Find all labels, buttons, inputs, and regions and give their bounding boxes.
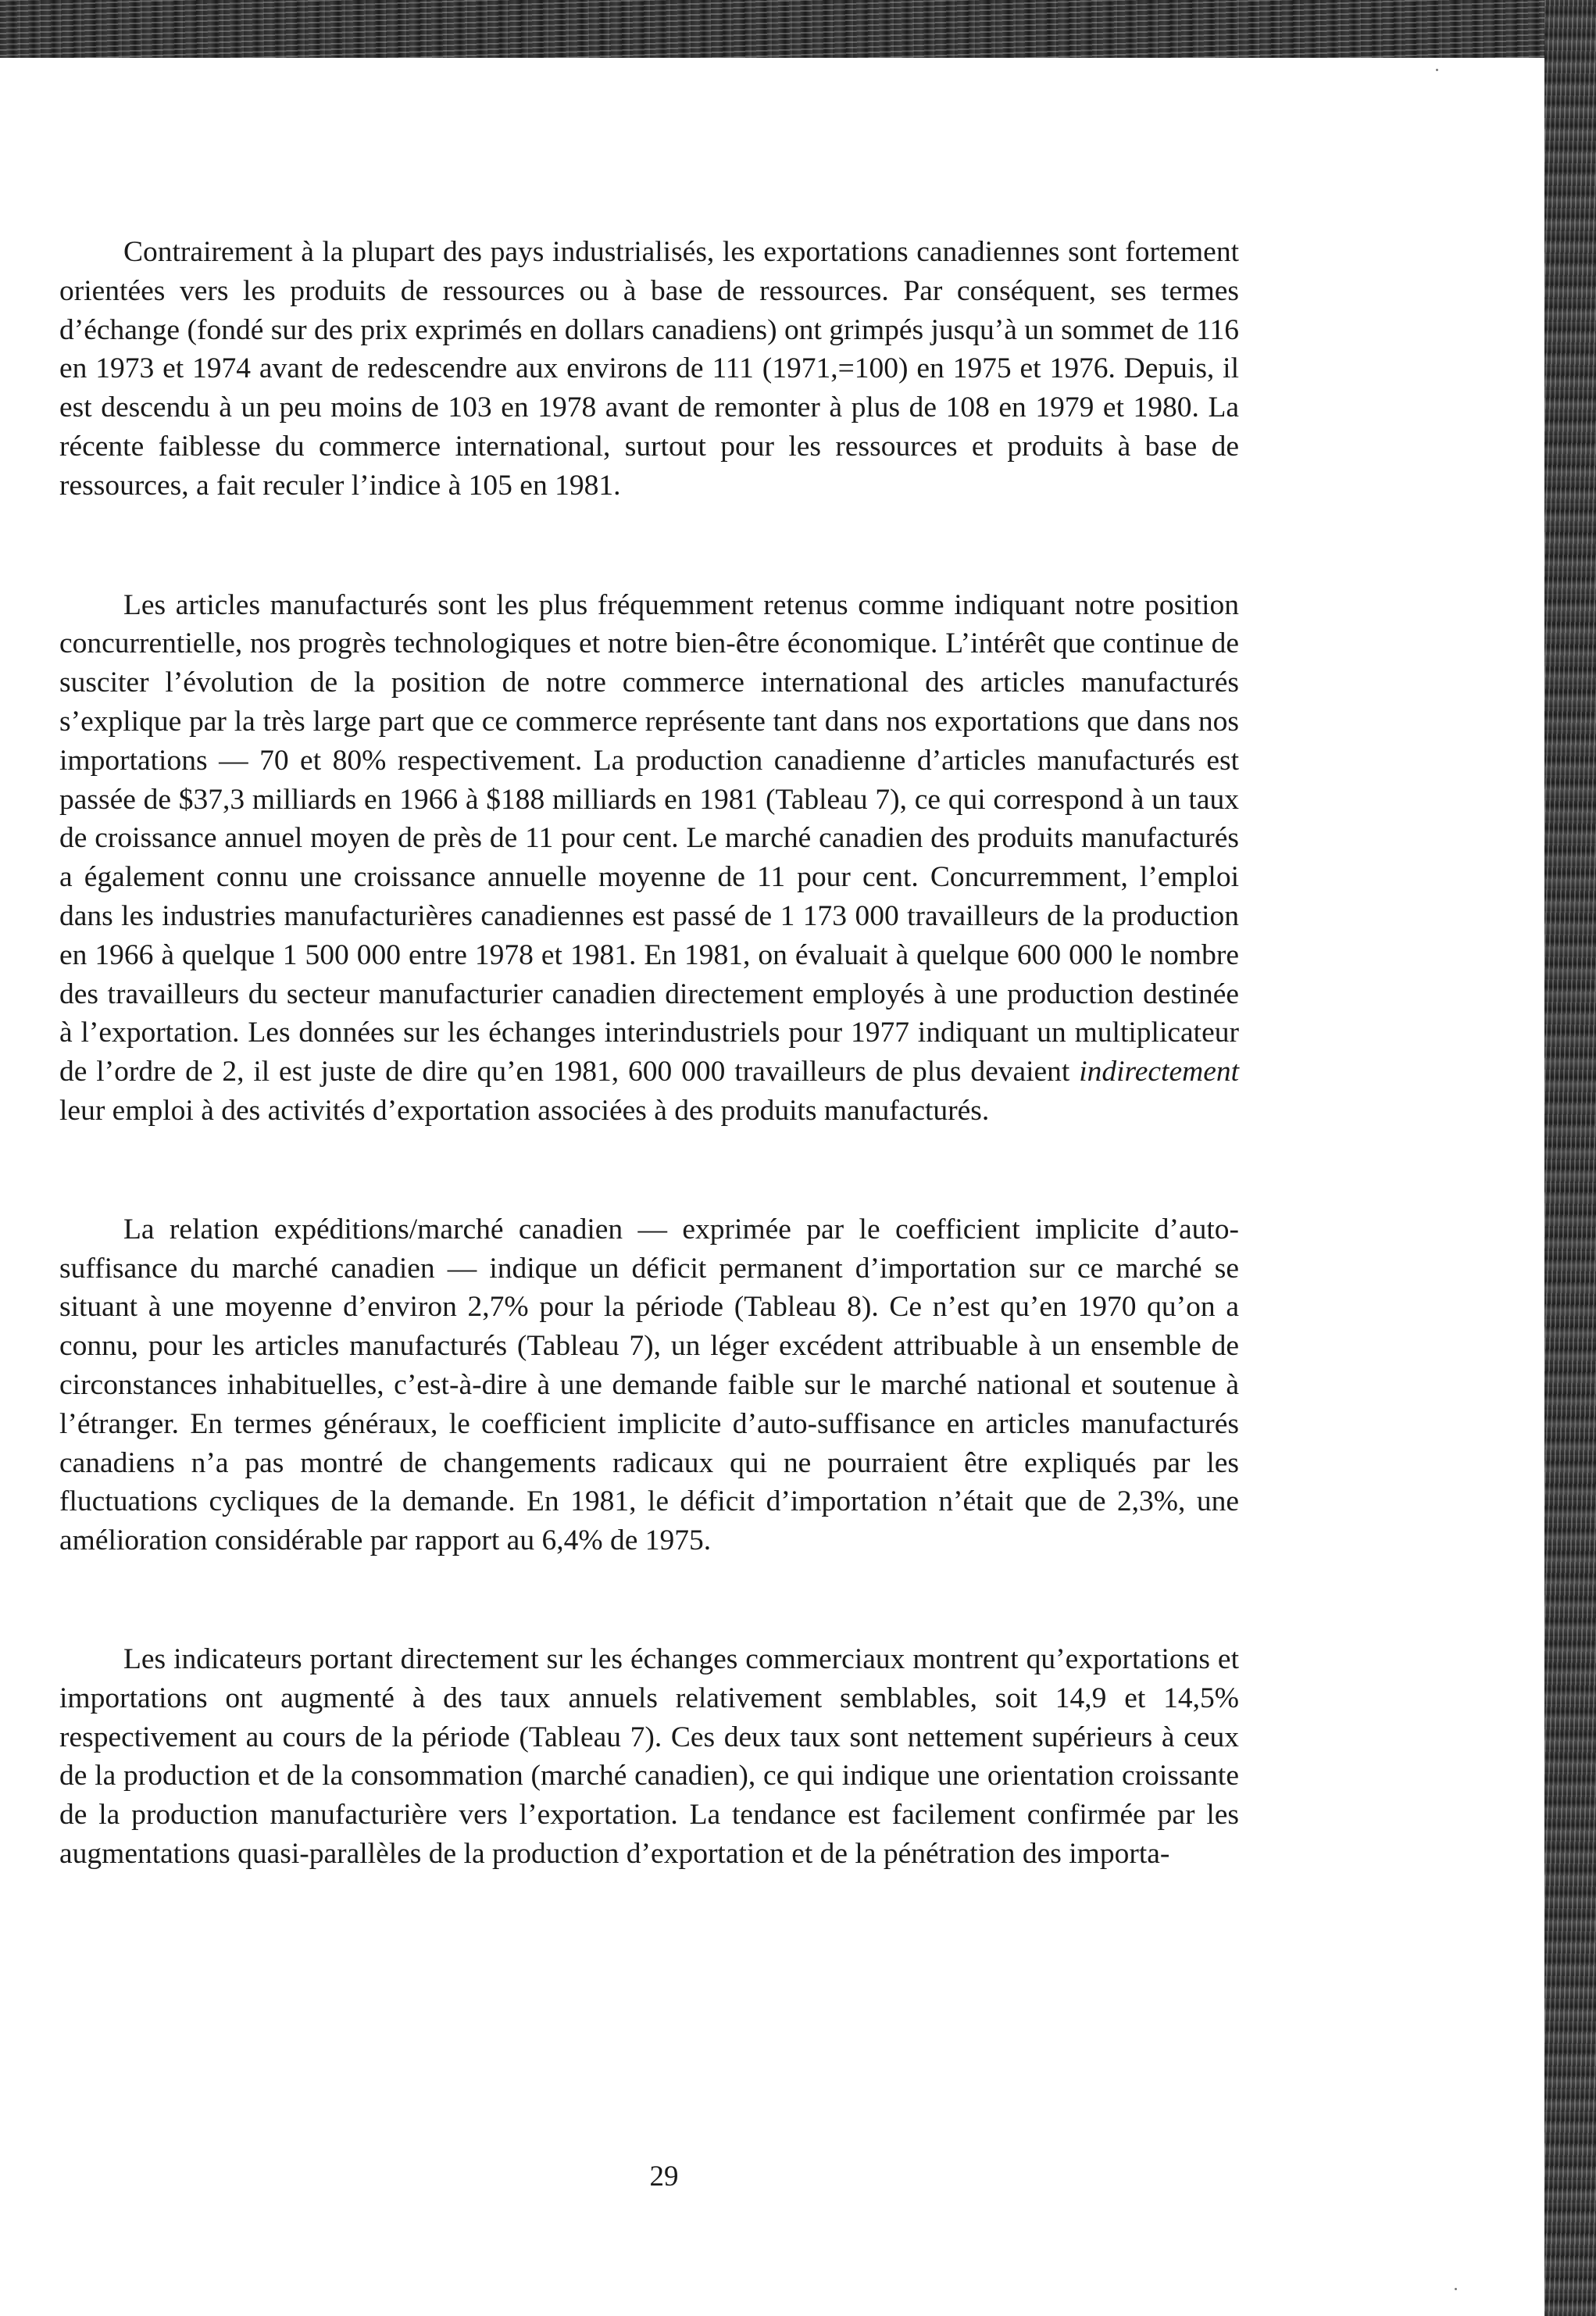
paragraph-text: Les articles manufacturés sont les plus fréquemment retenus comme indiquant notre position concurrentielle, nos progrès technologiques et notre bien-être économique. L’intérêt que continue de susciter l’évolution de la position de notre commerce international des articles manufacturés s’explique par la très large part que ce commerce représente tant dans nos exportations que dans nos importations — 70 et 80% respectivement. La production canadienne d’articles manufacturés est passée de $37,3 milliards en 1966 à $188 milliards en 1981 (Tableau 7), ce qui correspond à un taux de croissance annuel moyen de près de 11 pour cent. Le marché canadien des produits manufacturés a également connu une croissance annuelle moyenne de 11 pour cent. Concurremment, l’emploi dans les industries manufacturières canadiennes est passé de 1 173 000 travailleurs de la production en 1966 à quelque 1 500 000 entre 1978 et 1981. En 1981, on évaluait à quelque 600 000 le nombre des travailleurs du secteur manufacturier canadien directement employés à une production destinée à l’exportation. Les données sur les échanges interindustriels pour 1977 indiquant un multiplicateur de l’ordre de 2, il est juste de dire qu’en 1981, 600 000 travailleurs de plus devaient xyxy=(59,588,1239,1088)
scan-border-right xyxy=(1544,0,1596,2316)
page-number: 29 xyxy=(649,2161,679,2193)
paragraph-trade-indicators: Les indicateurs portant directement sur les échanges commerciaux montrent qu’exportations et importations ont augmenté à des taux annuels relativement semblables, soit 14,9 et 14,5% respectivement au cours de la période (Tableau 7). Ces deux taux sont nettement supérieurs à ceux de la production et de la consommation (marché canadien), ce qui indique une orientation croissante de la production manufacturière vers l’exportation. La tendance est facilement confirmée par les augmentations quasi-parallèles de la production d’exportation et de la pénétration des importa- xyxy=(59,1642,1239,1870)
emphasis-text: indirectement xyxy=(1079,1056,1240,1088)
scan-speck xyxy=(1455,2288,1457,2290)
scan-border-top xyxy=(0,0,1596,58)
paragraph-terms-of-trade: Contrairement à la plupart des pays industrialisés, les exportations canadiennes sont fortement orientées vers les produits de ressources ou à base de ressources. Par conséquent, ses termes d’échange (fondé sur des prix exprimés en dollars canadiens) ont grimpés jusqu’à un sommet de 116 en 1973 et 1974 avant de redescendre aux environs de 111 (1971,=100) en 1975 et 1976. Depuis, il est descendu à un peu moins de 103 en 1978 avant de remonter à plus de 108 en 1979 et 1980. La récente faiblesse du commerce international, surtout pour les ressources et produits à base de ressources, a fait reculer l’indice à 105 en 1981. xyxy=(59,236,1239,502)
paragraph-manufactured-articles xyxy=(59,586,1239,1131)
paragraph-self-sufficiency: La relation expéditions/marché canadien — exprimée par le coefficient implicite d’auto-suffisance du marché canadien — indique un déficit permanent d’importation sur ce marché se situant à une moyenne d’environ 2,7% pour la période (Tableau 8). Ce n’est qu’en 1970 qu’on a connu, pour les articles manufacturés (Tableau 7), un léger excédent attribuable à un ensemble de circonstances inhabituelles, c’est-à-dire à une demande faible sur le marché national et soutenue à l’étranger. En termes généraux, le coefficient implicite d’auto-suffisance en articles manufacturés canadiens n’a pas montré de changements radicaux qui ne pourraient être expliqués par les fluctuations cycliques de la demande. En 1981, le déficit d’importation n’était que de 2,3%, une amélioration considérable par rapport au 6,4% de 1975. xyxy=(59,1213,1239,1557)
scan-speck xyxy=(1436,69,1438,71)
paragraph-text: leur emploi à des activités d’exportation associées à des produits manufacturés. xyxy=(59,1094,990,1127)
body-text xyxy=(59,233,1239,1874)
